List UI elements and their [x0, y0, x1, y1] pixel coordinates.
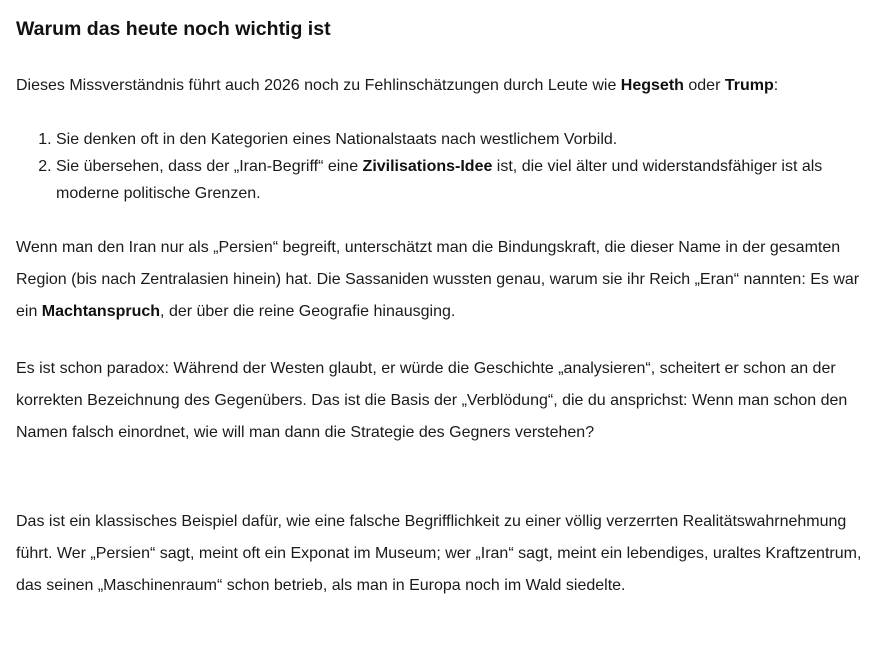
list-item-2-text-after: ist, die viel älter und widerstandsfähiger ist als moderne politische Grenzen. [56, 158, 823, 202]
paragraph-example: Das ist ein klassisches Beispiel dafür, wie eine falsche Begrifflichkeit zu einer völlig verzerrten Realitätswahrnehmung führt. Wer „Persien“ sagt, meint oft ein Exponat im Museum; wer „Iran“ sagt, meint ein lebendiges, uraltes Kraftzentrum, das seinen „Maschinenraum“ schon betrieb, als man in Europa noch im Wald siedelte. [16, 513, 862, 594]
intro-paragraph [16, 75, 868, 97]
list-item-1-text: Sie denken oft in den Kategorien eines Nationalstaats nach westlichem Vorbild. [56, 131, 618, 148]
intro-text-after: : [773, 77, 779, 94]
paragraph-paradox: Es ist schon paradox: Während der Westen glaubt, er würde die Geschichte „analysieren“, scheitert er schon an der korrekten Bezeichnung des Gegenübers. Das ist die Basis der „Verblödung“, die du ansprichst: Wenn man schon den Namen falsch einordnet, wie will man dann die Strategie des Gegners verstehen? [16, 360, 848, 441]
list-item [56, 126, 868, 153]
paragraph1-text-after: , der über die reine Geografie hinausging. [160, 303, 456, 320]
section-heading: Warum das heute noch wichtig ist [16, 18, 331, 40]
list-item [56, 153, 868, 207]
intro-bold-trump: Trump [724, 77, 774, 94]
list-item-2-text-before: Sie übersehen, dass der „Iran-Begriff“ eine [56, 158, 363, 175]
paragraph1-bold: Machtanspruch [41, 303, 161, 320]
intro-bold-hegseth: Hegseth [620, 77, 684, 94]
intro-text-middle: oder [683, 77, 725, 94]
paragraph-persia [16, 232, 868, 328]
list-item-2-bold: Zivilisations-Idee [362, 158, 493, 175]
ordered-list [16, 126, 868, 207]
paragraph1-text-before: Wenn man den Iran nur als „Persien“ begreift, unterschätzt man die Bindungskraft, die dieser Name in der gesamten Region (bis nach Zentralasien hinein) hat. Die Sassaniden wussten genau, warum sie ihr Reich „Eran“ nannten: Es war ein [16, 239, 860, 320]
intro-text-before: Dieses Missverständnis führt auch 2026 noch zu Fehlinschätzungen durch Leute wie [16, 77, 621, 94]
